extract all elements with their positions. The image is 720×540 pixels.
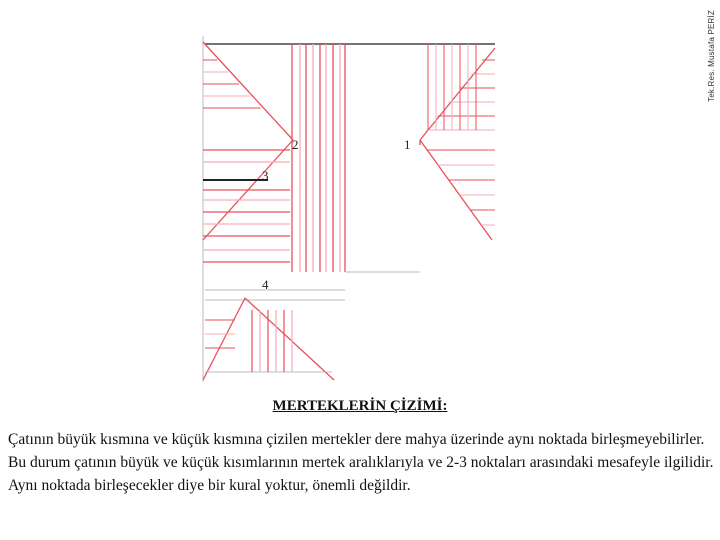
point-label-2: 2 bbox=[292, 137, 299, 152]
point-label-3: 3 bbox=[262, 168, 269, 183]
hip-line-upper-right bbox=[420, 48, 495, 140]
body-paragraph: Çatının büyük kısmına ve küçük kısmına çizilen mertekler dere mahya üzerinde aynı noktada birleşmeyebilirler. Bu durum çatının büyük ve küçük kısımlarının mertek aralıklarıyla ve 2-3 noktaları arasındaki mesafeyle ilgilidir. Aynı noktada birleşecekler diye bir kural yoktur, önemli değildir. bbox=[8, 431, 714, 494]
author-credit: Tek.Res. Mustafa PERİZ bbox=[707, 10, 716, 102]
section-title: MERTEKLERİN ÇİZİMİ: bbox=[272, 398, 448, 414]
roof-outline bbox=[203, 36, 495, 382]
hip-line-upper-left bbox=[203, 42, 293, 140]
point-label-4: 4 bbox=[262, 277, 269, 292]
hip-line-bottom-left bbox=[203, 298, 245, 380]
hip-line-bottom-right bbox=[245, 298, 334, 380]
point-label-1: 1 bbox=[404, 137, 411, 152]
rafter-lines bbox=[203, 44, 495, 372]
